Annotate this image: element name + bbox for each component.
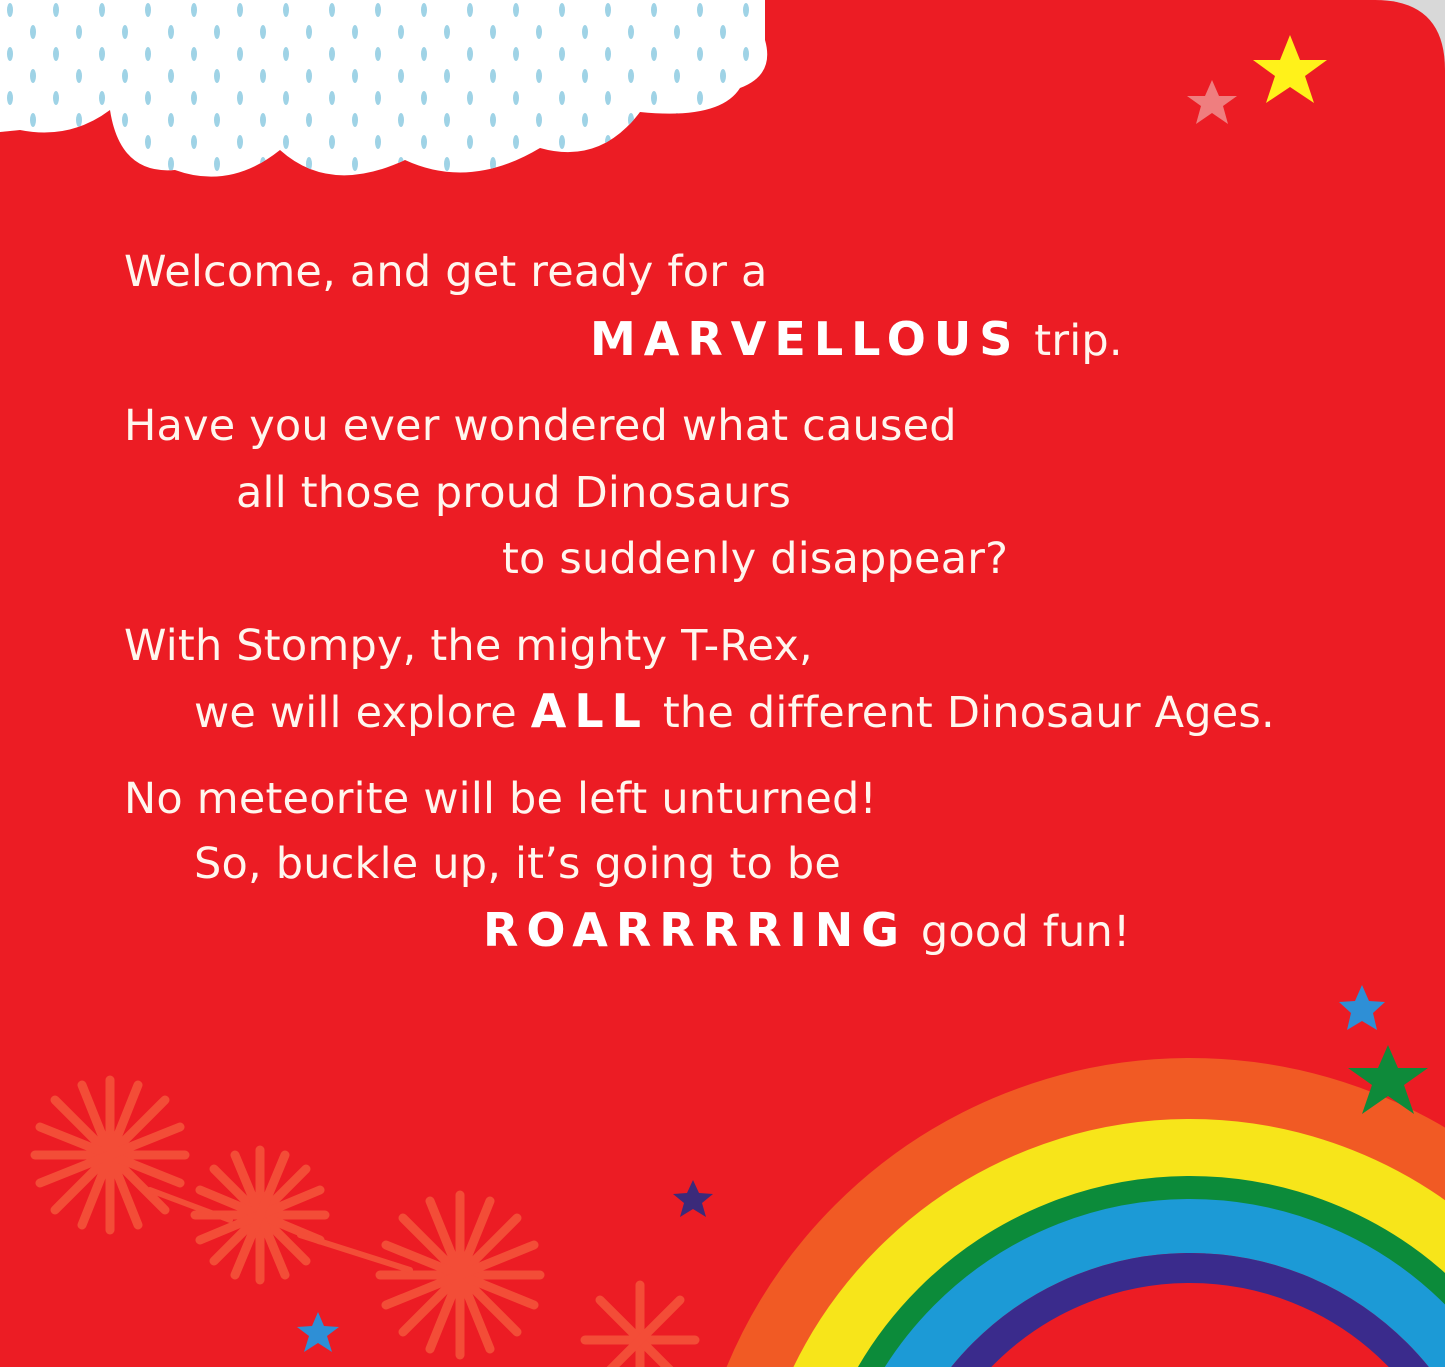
marvellous-word: MARVELLOUS	[590, 312, 1021, 366]
story-line-6: With Stompy, the mighty T-Rex,	[124, 621, 813, 671]
story-line-10	[483, 902, 1130, 960]
roarrrring-word: ROARRRRING	[483, 903, 907, 957]
story-line-7-post: the different Dinosaur Ages.	[662, 688, 1275, 738]
story-line-10-rest: good fun!	[920, 907, 1131, 957]
story-line-7-pre: we will explore	[194, 688, 517, 738]
story-line-5: to suddenly disappear?	[502, 534, 1009, 584]
story-line-2	[590, 311, 1123, 369]
story-line-9: So, buckle up, it’s going to be	[194, 839, 842, 889]
story-line-3: Have you ever wondered what caused	[124, 401, 957, 451]
story-line-7	[194, 683, 1275, 741]
story-line-2-rest: trip.	[1034, 316, 1123, 366]
story-line-1: Welcome, and get ready for a	[124, 247, 768, 297]
story-line-4: all those proud Dinosaurs	[236, 468, 792, 518]
story-line-8: No meteorite will be left unturned!	[124, 774, 877, 824]
all-word: ALL	[530, 684, 649, 738]
